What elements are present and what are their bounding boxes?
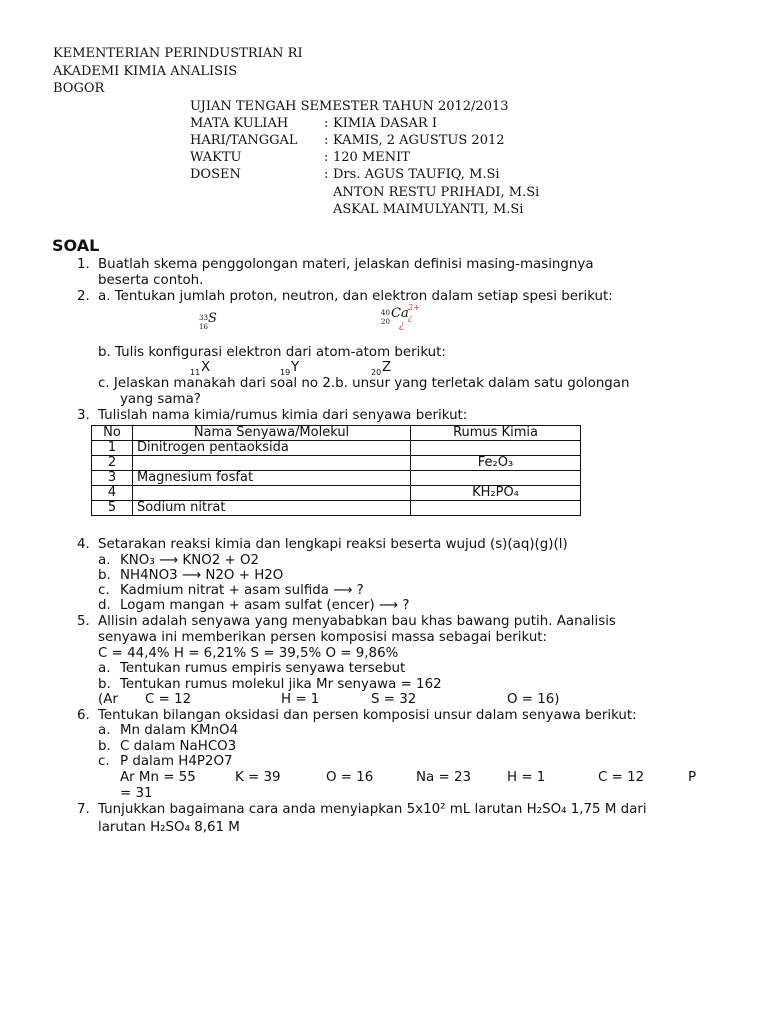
item-text: Tentukan rumus molekul jika Mr senyawa = 162 bbox=[120, 677, 442, 692]
item-text: Logam mangan + asam sulfat (encer) ⟶ ? bbox=[120, 598, 410, 613]
info-colon: : bbox=[324, 150, 329, 165]
question-text: a. Tentukan jumlah proton, neutron, dan elektron dalam setiap spesi berikut: bbox=[98, 289, 613, 304]
atomic-number: 11 bbox=[190, 368, 201, 377]
item-text: NH4NO3 ⟶ N2O + H2O bbox=[120, 568, 284, 583]
question-number: 6. bbox=[77, 708, 90, 723]
question-text: yang sama? bbox=[120, 392, 201, 407]
ar-value: C = 12 bbox=[598, 770, 645, 785]
item-text: Kadmium nitrat + asam sulfida ⟶ ? bbox=[120, 583, 364, 598]
question-number: 7. bbox=[77, 802, 90, 817]
atomic-number: 20 bbox=[381, 318, 390, 326]
item-text: Tentukan rumus empiris senyawa tersebut bbox=[120, 661, 406, 676]
soal-heading: SOAL bbox=[52, 236, 100, 255]
dosen-extra: ASKAL MAIMULYANTI, M.Si bbox=[333, 202, 524, 217]
row-number: 4 bbox=[92, 486, 133, 501]
question-text: b. Tulis konfigurasi elektron dari atom-atom berikut: bbox=[98, 345, 446, 360]
question-number: 1. bbox=[77, 257, 90, 272]
compound-name: Sodium nitrat bbox=[133, 501, 411, 516]
element-symbol: X bbox=[201, 360, 211, 375]
row-number: 3 bbox=[92, 471, 133, 486]
composition-line: C = 44,4% H = 6,21% S = 39,5% O = 9,86% bbox=[98, 646, 399, 661]
header-cell: No bbox=[92, 426, 133, 441]
header-cell: Rumus Kimia bbox=[411, 426, 581, 441]
ar-value: (Ar bbox=[98, 692, 118, 707]
institution-line: BOGOR bbox=[53, 81, 105, 96]
atomic-number: 20 bbox=[371, 368, 382, 377]
item-label: a. bbox=[98, 553, 111, 568]
question-text: Tulislah nama kimia/rumus kimia dari senyawa berikut: bbox=[98, 408, 468, 423]
mass-number: 40 bbox=[381, 309, 390, 317]
question-number: 2. bbox=[77, 289, 90, 304]
mass-number: 33 bbox=[199, 314, 208, 322]
ar-value: Ar Mn = 55 bbox=[120, 770, 196, 785]
info-label: MATA KULIAH bbox=[190, 116, 289, 131]
atomic-number: 16 bbox=[199, 323, 208, 331]
ion-charge: 2+¿ bbox=[408, 303, 420, 322]
question-number: 3. bbox=[77, 408, 90, 423]
row-number: 5 bbox=[92, 501, 133, 516]
compound-formula: KH₂PO₄ bbox=[411, 486, 581, 501]
ar-value: H = 1 bbox=[281, 692, 320, 707]
info-label: HARI/TANGGAL bbox=[190, 133, 298, 148]
question-number: 4. bbox=[77, 537, 90, 552]
element-symbol: S bbox=[208, 311, 217, 326]
item-label: b. bbox=[98, 568, 111, 583]
question-text: beserta contoh. bbox=[98, 273, 204, 288]
question-text: c. Jelaskan manakah dari soal no 2.b. unsur yang terletak dalam satu golongan bbox=[98, 376, 630, 391]
header-cell: Nama Senyawa/Molekul bbox=[133, 426, 411, 441]
compound-name: Magnesium fosfat bbox=[133, 471, 411, 486]
question-text: Tentukan bilangan oksidasi dan persen komposisi unsur dalam senyawa berikut: bbox=[98, 708, 637, 723]
table-row bbox=[92, 456, 581, 471]
item-label: d. bbox=[98, 598, 111, 613]
info-colon: : bbox=[324, 133, 329, 148]
info-colon: : bbox=[324, 116, 329, 131]
compound-formula bbox=[411, 501, 581, 516]
atomic-number: 19 bbox=[280, 368, 291, 377]
compound-table bbox=[91, 425, 581, 516]
info-value: KIMIA DASAR I bbox=[333, 116, 437, 131]
institution-line: AKADEMI KIMIA ANALISIS bbox=[53, 63, 238, 79]
compound-name bbox=[133, 456, 411, 471]
ar-value: P bbox=[688, 770, 697, 785]
dosen-extra: ANTON RESTU PRIHADI, M.Si bbox=[333, 185, 540, 200]
row-number: 2 bbox=[92, 456, 133, 471]
ar-value: Na = 23 bbox=[416, 770, 471, 785]
element-symbol: Y bbox=[291, 360, 300, 375]
ion-charge-artifact: ¿ bbox=[399, 320, 405, 331]
compound-formula bbox=[411, 471, 581, 486]
exam-title: UJIAN TENGAH SEMESTER TAHUN 2012/2013 bbox=[190, 99, 509, 114]
item-text: P dalam H4P2O7 bbox=[120, 754, 233, 769]
institution-block bbox=[53, 45, 303, 98]
item-label: a. bbox=[98, 661, 111, 676]
question-text: Setarakan reaksi kimia dan lengkapi reaksi beserta wujud (s)(aq)(g)(l) bbox=[98, 537, 568, 552]
row-number: 1 bbox=[92, 441, 133, 456]
question-text: larutan H₂SO₄ 8,61 M bbox=[98, 820, 240, 835]
info-value: Drs. AGUS TAUFIQ, M.Si bbox=[333, 167, 500, 182]
question-text: senyawa ini memberikan persen komposisi massa sebagai berikut: bbox=[98, 630, 548, 645]
ar-value: K = 39 bbox=[235, 770, 281, 785]
ar-value: S = 32 bbox=[371, 692, 417, 707]
item-label: b. bbox=[98, 677, 111, 692]
item-label: b. bbox=[98, 739, 111, 754]
compound-formula bbox=[411, 441, 581, 456]
item-label: c. bbox=[98, 583, 110, 598]
question-text: Tunjukkan bagaimana cara anda menyiapkan 5x10² mL larutan H₂SO₄ 1,75 M dari bbox=[98, 802, 647, 817]
question-text: Allisin adalah senyawa yang menyababkan bau khas bawang putih. Aanalisis bbox=[98, 614, 616, 629]
institution-line: KEMENTERIAN PERINDUSTRIAN RI bbox=[53, 46, 303, 61]
element-symbol: Ca bbox=[391, 306, 409, 321]
ar-value: O = 16) bbox=[507, 692, 560, 707]
compound-name: Dinitrogen pentaoksida bbox=[133, 441, 411, 456]
ar-value: H = 1 bbox=[507, 770, 546, 785]
item-text: Mn dalam KMnO4 bbox=[120, 723, 239, 738]
table-row bbox=[92, 441, 581, 456]
ar-value: O = 16 bbox=[326, 770, 374, 785]
ar-value: C = 12 bbox=[145, 692, 192, 707]
table-row bbox=[92, 501, 581, 516]
table-header-row bbox=[92, 426, 581, 441]
compound-formula: Fe₂O₃ bbox=[411, 456, 581, 471]
element-symbol: Z bbox=[382, 360, 392, 375]
ar-value: = 31 bbox=[120, 786, 153, 801]
item-label: c. bbox=[98, 754, 110, 769]
info-label: WAKTU bbox=[190, 150, 242, 165]
info-colon: : bbox=[324, 167, 329, 182]
question-text: Buatlah skema penggolongan materi, jelaskan definisi masing-masingnya bbox=[98, 257, 594, 272]
item-text: KNO₃ ⟶ KNO2 + O2 bbox=[120, 553, 260, 568]
table-row bbox=[92, 486, 581, 501]
info-value: 120 MENIT bbox=[333, 150, 410, 165]
item-label: a. bbox=[98, 723, 111, 738]
item-text: C dalam NaHCO3 bbox=[120, 739, 237, 754]
compound-name bbox=[133, 486, 411, 501]
info-value: KAMIS, 2 AGUSTUS 2012 bbox=[333, 133, 505, 148]
table-row bbox=[92, 471, 581, 486]
info-label: DOSEN bbox=[190, 167, 241, 182]
question-number: 5. bbox=[77, 614, 90, 629]
